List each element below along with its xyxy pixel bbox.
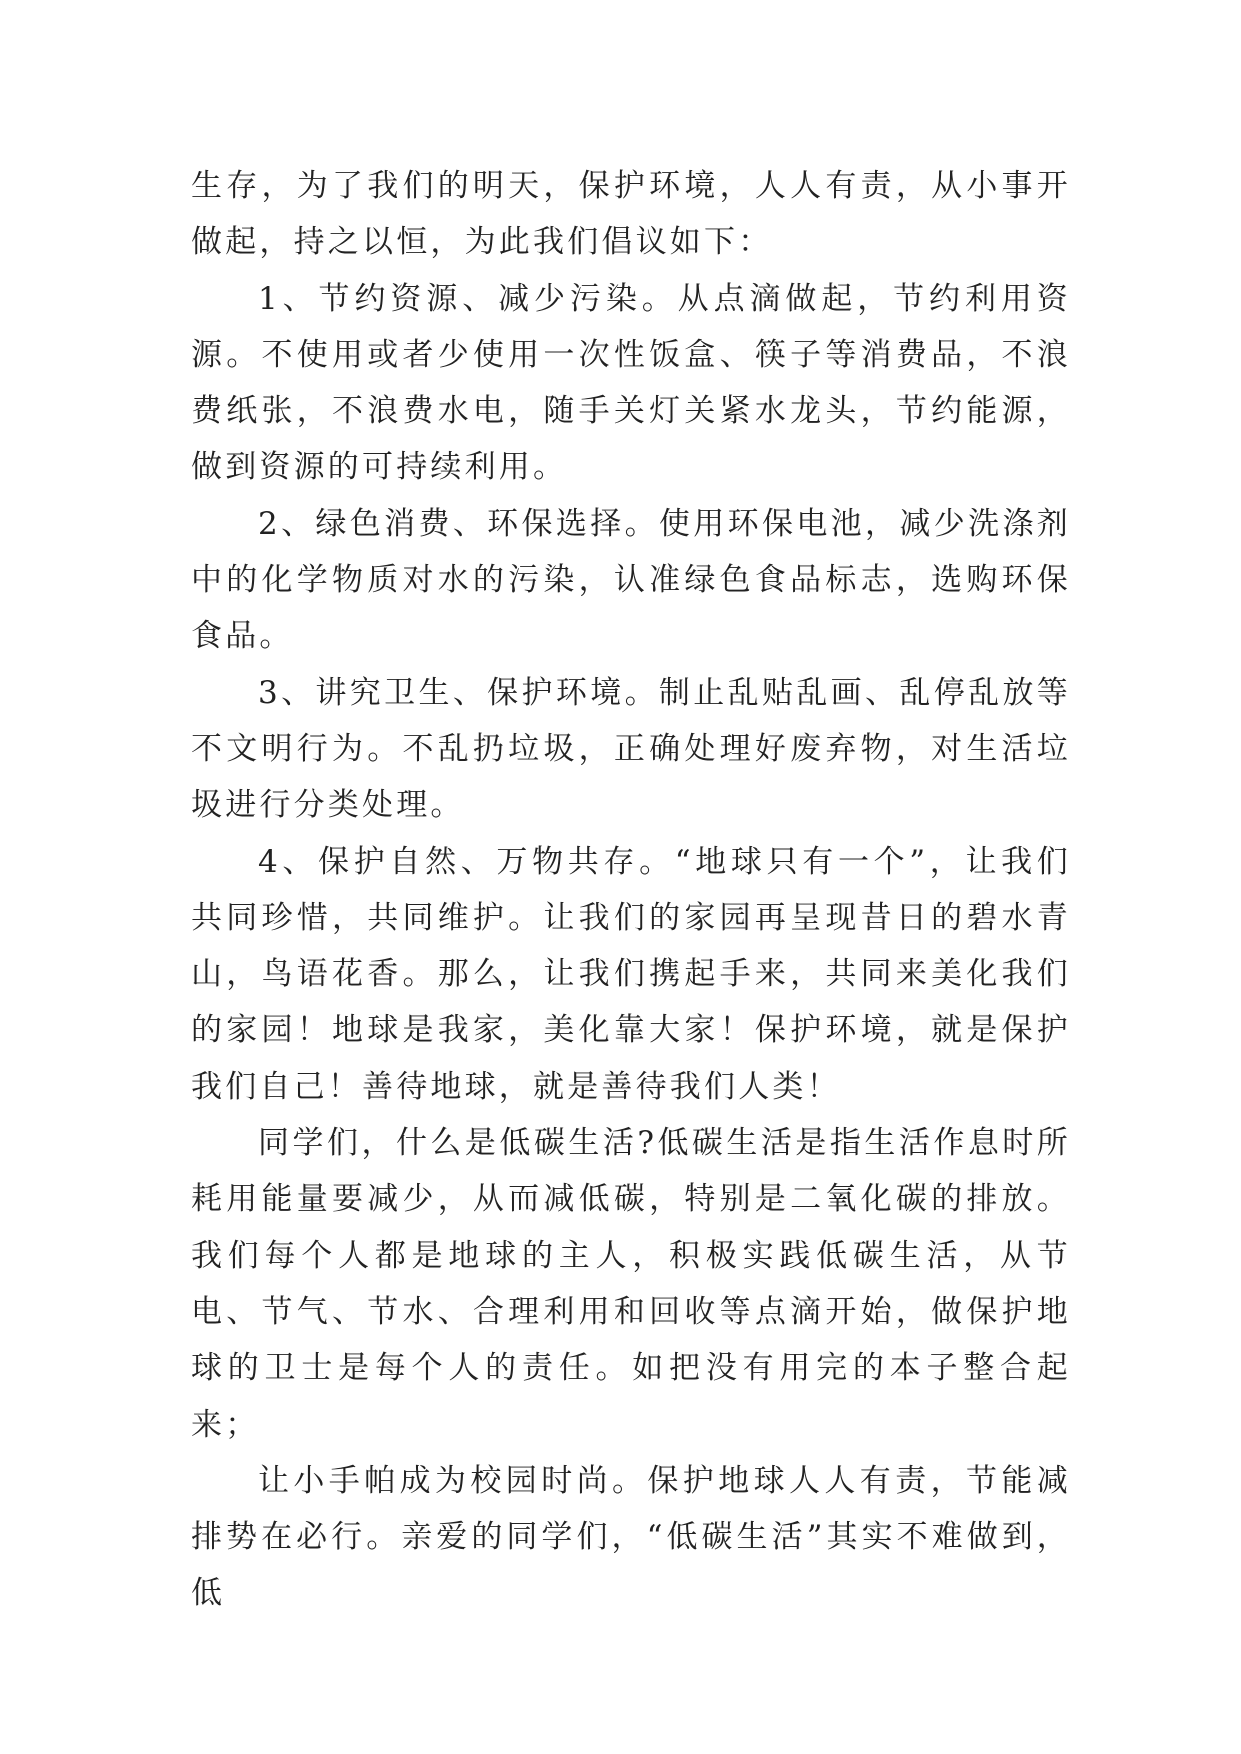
paragraph-low-carbon: 同学们，什么是低碳生活?低碳生活是指生活作息时所耗用能量要减少，从而减低碳，特别是二氧化碳的排放。我们每个人都是地球的主人，积极实践低碳生活，从节电、节气、节水、合理利用和回收等点滴开始，做保护地球的卫士是每个人的责任。如把没有用完的本子整合起来； (191, 1125, 1071, 1443)
paragraph-handkerchief: 让小手帕成为校园时尚。保护地球人人有责，节能减排势在必行。亲爱的同学们，“低碳生活”其实不难做到，低 (191, 1462, 1071, 1612)
paragraph-intro: 生存，为了我们的明天，保护环境，人人有责，从小事开做起，持之以恒，为此我们倡议如下： (191, 168, 1071, 261)
paragraph-item-3: 3、讲究卫生、保护环境。制止乱贴乱画、乱停乱放等不文明行为。不乱扔垃圾，正确处理好废弃物，对生活垃圾进行分类处理。 (191, 674, 1071, 824)
paragraph-item-4: 4、保护自然、万物共存。“地球只有一个”，让我们共同珍惜，共同维护。让我们的家园再呈现昔日的碧水青山，鸟语花香。那么，让我们携起手来，共同来美化我们的家园！地球是我家，美化靠大家！保护环境，就是保护我们自己！善待地球，就是善待我们人类！ (191, 843, 1071, 1105)
paragraph-item-2: 2、绿色消费、环保选择。使用环保电池，减少洗涤剂中的化学物质对水的污染，认准绿色食品标志，选购环保食品。 (191, 505, 1071, 655)
body-text (191, 158, 1071, 1622)
paragraph-item-1: 1、节约资源、减少污染。从点滴做起，节约利用资源。不使用或者少使用一次性饭盒、筷子等消费品，不浪费纸张，不浪费水电，随手关灯关紧水龙头，节约能源，做到资源的可持续利用。 (191, 280, 1071, 486)
